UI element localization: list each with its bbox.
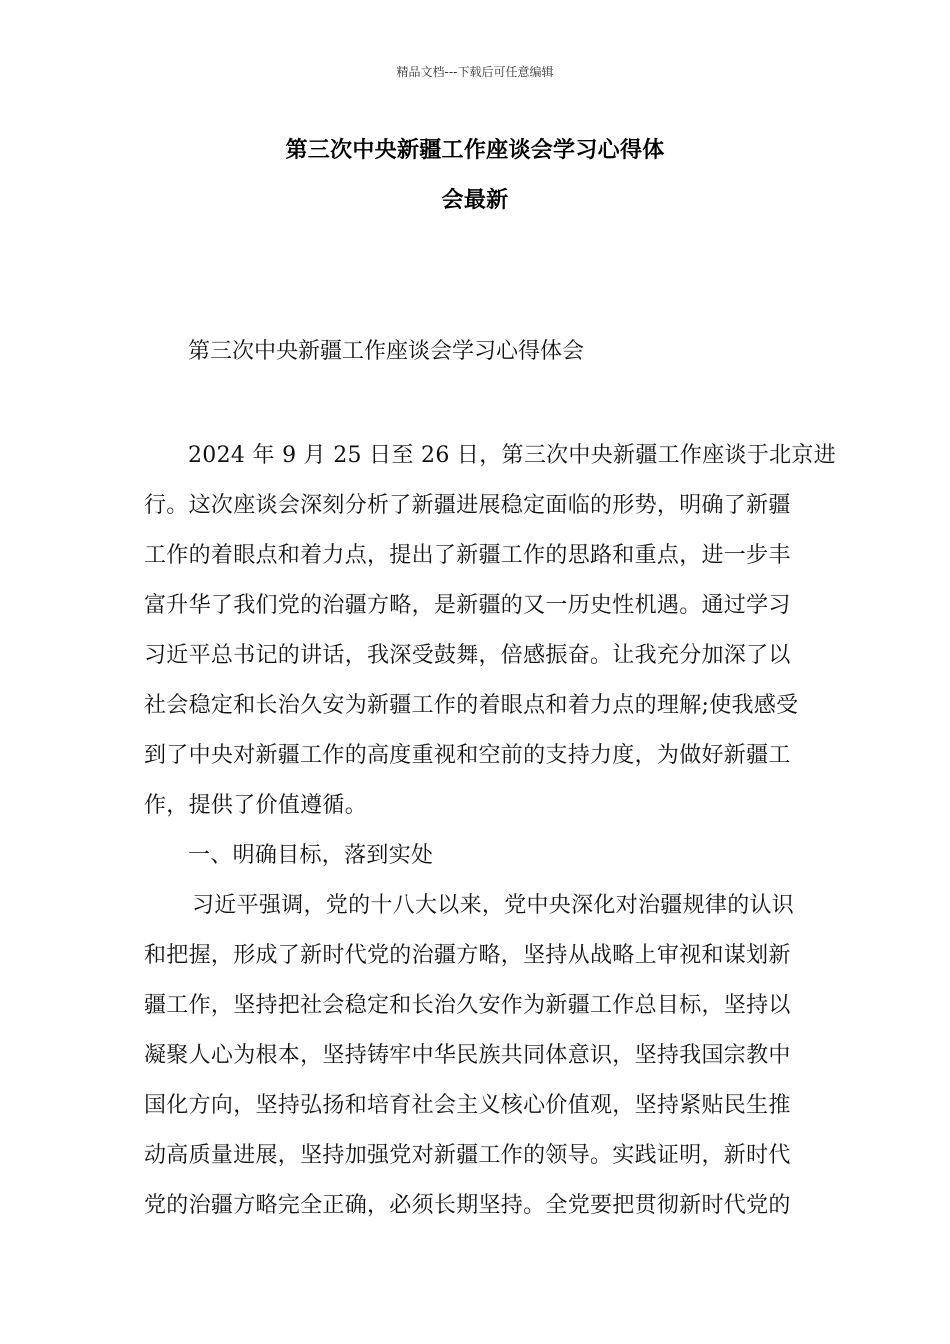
document-title [140, 126, 810, 226]
title-line-2: 会最新 [441, 188, 509, 213]
body-line: 到了中央对新疆工作的高度重视和空前的支持力度，为做好新疆工 [144, 743, 791, 768]
body-line: 动高质量进展，坚持加强党对新疆工作的领导。实践证明，新时代 [144, 1143, 791, 1168]
body-line: 国化方向，坚持弘扬和培育社会主义核心价值观，坚持紧贴民生推 [144, 1093, 791, 1118]
body-line: 党的治疆方略完全正确，必须长期坚持。全党要把贯彻新时代党的 [144, 1193, 791, 1218]
body-line: 凝聚人心为根本，坚持铸牢中华民族共同体意识，坚持我国宗教中 [144, 1043, 791, 1068]
document-subtitle: 第三次中央新疆工作座谈会学习心得体会 [188, 339, 585, 364]
body-line: 富升华了我们党的治疆方略，是新疆的又一历史性机遇。通过学习 [144, 593, 791, 618]
header-note: 精品文档---下载后可任意编辑 [396, 65, 554, 79]
body-line: 行。这次座谈会深刻分析了新疆进展稳定面临的形势，明确了新疆 [144, 493, 791, 518]
body-line: 习近平强调，党的十八大以来，党中央深化对治疆规律的认识 [192, 893, 795, 918]
body-line: 习近平总书记的讲话，我深受鼓舞，倍感振奋。让我充分加深了以 [144, 643, 791, 668]
title-line-1: 第三次中央新疆工作座谈会学习心得体 [285, 138, 665, 163]
body-line: 和把握，形成了新时代党的治疆方略，坚持从战略上审视和谋划新 [144, 943, 791, 968]
body-line: 工作的着眼点和着力点，提出了新疆工作的思路和重点，进一步丰 [144, 543, 791, 568]
body-line: 2024 年 9 月 25 日至 26 日，第三次中央新疆工作座谈于北京进 [188, 443, 837, 468]
body-line: 疆工作，坚持把社会稳定和长治久安作为新疆工作总目标，坚持以 [144, 993, 791, 1018]
body-line: 社会稳定和长治久安为新疆工作的着眼点和着力点的理解;使我感受 [144, 693, 799, 718]
document-body [144, 431, 837, 1231]
body-line: 作，提供了价值遵循。 [144, 793, 368, 818]
section-heading: 一、明确目标，落到实处 [188, 843, 434, 868]
